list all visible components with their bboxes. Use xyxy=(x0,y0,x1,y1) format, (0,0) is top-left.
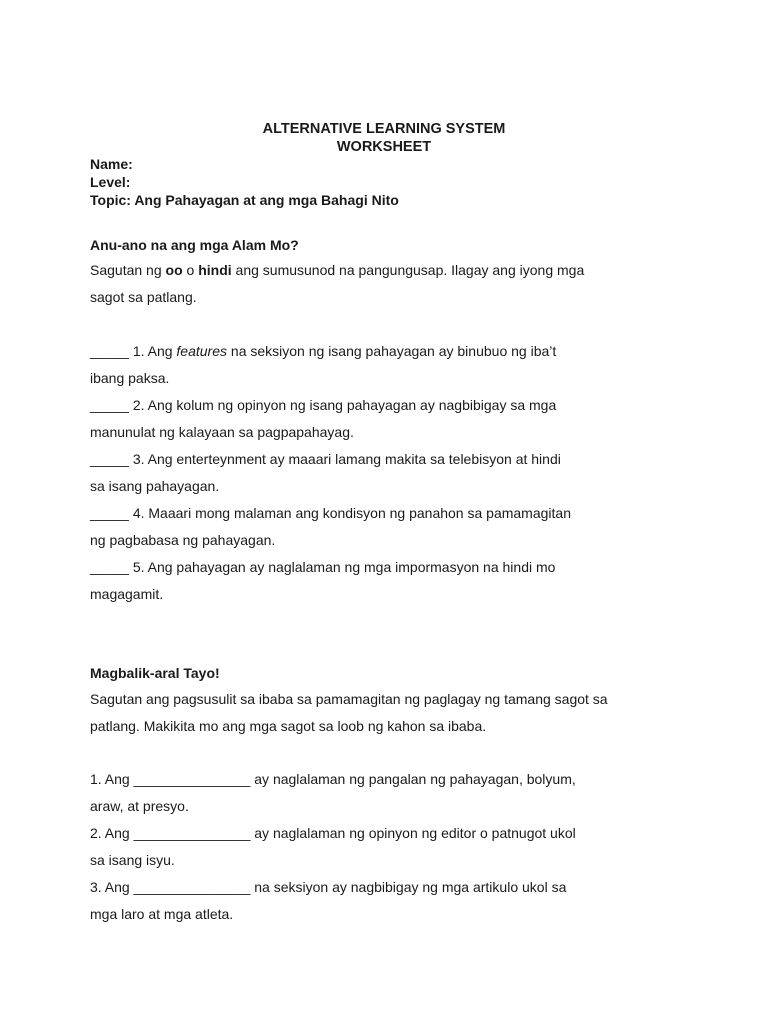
item-4-line-2: ng pagbabasa ng pahayagan. xyxy=(90,532,276,548)
name-label: Name: xyxy=(90,156,133,172)
review-item-1-line-2: araw, at presyo. xyxy=(90,798,189,814)
section2-instructions-line-2: patlang. Makikita mo ang mga sagot sa loob ng kahon sa ibaba. xyxy=(90,718,487,734)
instr-hindi-keyword: hindi xyxy=(198,262,232,278)
section1-instructions-line-1 xyxy=(90,257,680,284)
item-1-text-pre: _____ 1. Ang xyxy=(90,343,177,359)
title-line-1: ALTERNATIVE LEARNING SYSTEM xyxy=(262,121,506,137)
section2-heading: Magbalik-aral Tayo! xyxy=(90,665,220,681)
review-item-3-line-2: mga laro at mga atleta. xyxy=(90,906,234,922)
review-item-1-line-1: 1. Ang _______________ ay naglalaman ng pangalan ng pahayagan, bolyum, xyxy=(90,771,576,787)
item-1-text-post: na seksiyon ng isang pahayagan ay binubuo ng iba’t xyxy=(227,343,557,359)
instr-text-mid: o xyxy=(182,262,199,278)
item-1-line-1 xyxy=(90,338,680,365)
item-5-line-1: _____ 5. Ang pahayagan ay naglalaman ng mga impormasyon na hindi mo xyxy=(90,559,556,575)
item-4-line-1: _____ 4. Maaari mong malaman ang kondisyon ng panahon sa pamamagitan xyxy=(90,505,571,521)
item-1-line-2: ibang paksa. xyxy=(90,370,170,386)
item-3-line-2: sa isang pahayagan. xyxy=(90,478,220,494)
item-2-line-2: manunulat ng kalayaan sa pagpapahayag. xyxy=(90,424,354,440)
section1-instructions xyxy=(90,257,680,311)
section1-instructions-line-2: sagot sa patlang. xyxy=(90,289,197,305)
section1-items xyxy=(90,338,680,608)
section1-heading: Anu-ano na ang mga Alam Mo? xyxy=(90,237,299,253)
instr-text-pre: Sagutan ng xyxy=(90,262,166,278)
item-5-line-2: magagamit. xyxy=(90,586,164,602)
section2-items xyxy=(90,766,680,928)
review-item-2-line-1: 2. Ang _______________ ay naglalaman ng opinyon ng editor o patnugot ukol xyxy=(90,825,576,841)
section2-instructions xyxy=(90,686,680,740)
title-line-2: WORKSHEET xyxy=(336,139,432,155)
instr-text-post: ang sumusunod na pangungusap. Ilagay ang iyong mga xyxy=(231,262,585,278)
instr-oo-keyword: oo xyxy=(165,262,183,278)
item-2-line-1: _____ 2. Ang kolum ng opinyon ng isang pahayagan ay nagbibigay sa mga xyxy=(90,397,557,413)
item-1-features-term: features xyxy=(176,343,228,359)
review-item-2-line-2: sa isang isyu. xyxy=(90,852,175,868)
topic-label: Topic: Ang Pahayagan at ang mga Bahagi Nito xyxy=(90,192,399,208)
level-label: Level: xyxy=(90,174,131,190)
review-item-3-line-1: 3. Ang _______________ na seksiyon ay nagbibigay ng mga artikulo ukol sa xyxy=(90,879,567,895)
item-3-line-1: _____ 3. Ang enterteynment ay maaari lamang makita sa telebisyon at hindi xyxy=(90,451,561,467)
section2-instructions-line-1: Sagutan ang pagsusulit sa ibaba sa pamamagitan ng paglagay ng tamang sagot sa xyxy=(90,691,608,707)
